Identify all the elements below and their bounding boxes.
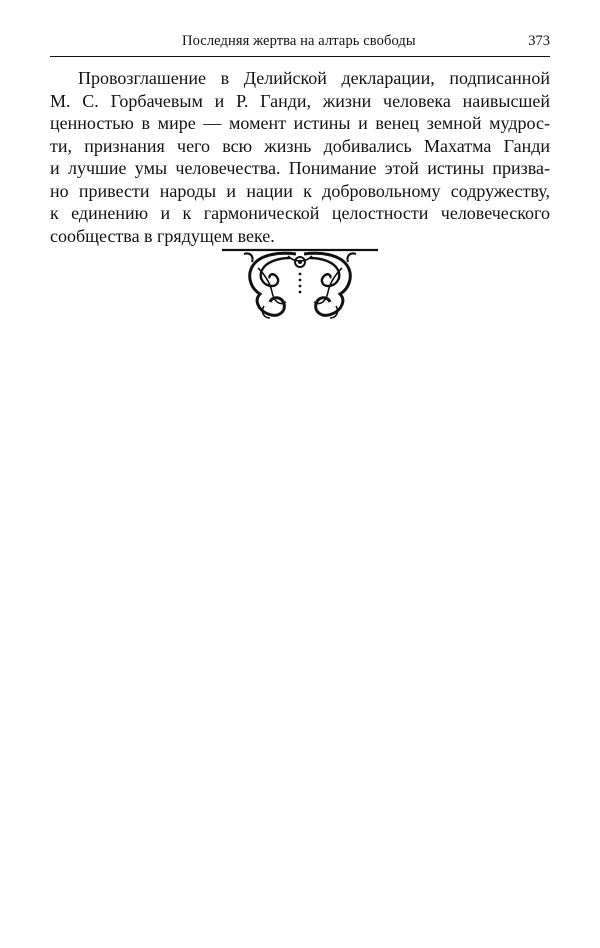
text-line: М. С. Горбачевым и Р. Ганди, жизни человека наивысшей <box>50 90 550 111</box>
body-paragraph <box>50 67 550 247</box>
header-rule <box>50 56 550 57</box>
running-title: Последняя жертва на алтарь свободы <box>182 33 416 49</box>
page-number: 373 <box>528 33 550 49</box>
running-header <box>50 33 550 53</box>
text-line: ценностью в мире — момент истины и венец земной мудрос- <box>50 113 550 133</box>
text-line: и лучшие умы человечества. Понимание этой истины призва- <box>50 158 550 178</box>
text-line: сообщества в грядущем веке. <box>50 225 275 246</box>
text-line: ти, признания чего всю жизнь добивались Махатма Ганди <box>50 135 550 156</box>
floral-tailpiece-icon <box>220 244 380 322</box>
text-line: к единению и к гармонической целостности человеческого <box>50 203 550 223</box>
text-line: Провозглашение в Делийской декларации, подписанной <box>78 68 550 88</box>
text-line: но привести народы и нации к добровольному содружеству, <box>50 180 550 201</box>
